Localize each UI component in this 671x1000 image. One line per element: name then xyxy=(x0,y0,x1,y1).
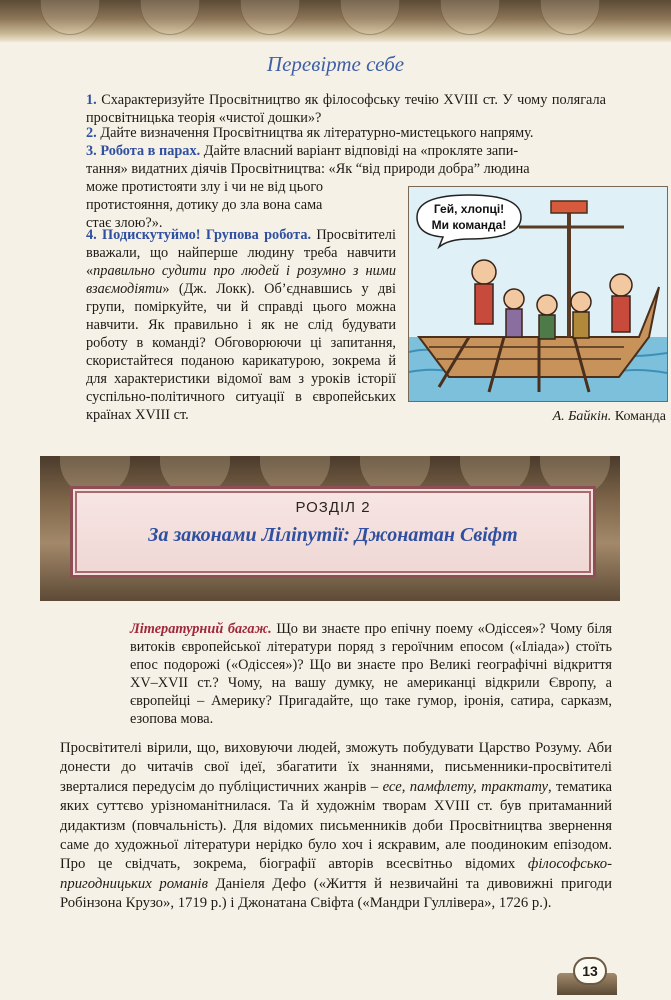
question-text: Дайте власний варіант відповіді на «прокляте запи- xyxy=(203,143,519,159)
question-line: може протистояти злу і чи не від цього xyxy=(86,179,324,195)
question-2 xyxy=(86,124,606,142)
page-number: 13 xyxy=(573,957,607,985)
question-4 xyxy=(86,226,396,424)
cartoon-caption xyxy=(408,409,666,425)
literary-baggage-text: Що ви знаєте про епічну поему «Одіссея»? Чому біля витоків європейської літератури поряд з героїчним епосом («Іліада») стоїть епос подорожі («Одіссея»)? Що ви знаєте про Великі географічні відкриття XV–XVII ст.? Чому, на вашу думку, не американці відкрили Європу, а європейці – Америку? Пригадайте, що таке гумор, іронія, сатира, сарказм, езопова мова. xyxy=(130,621,612,727)
novels-emphasis: філософсько-пригодницьких романів xyxy=(60,856,612,892)
header-arch xyxy=(540,0,600,35)
question-text: Дайте визначення Просвітництва як літературно-мистецького напряму. xyxy=(100,125,534,141)
literary-baggage-block xyxy=(130,620,612,728)
speech-line-1: Гей, хлопці! xyxy=(433,202,505,216)
caption-author: А. Байкін. xyxy=(552,409,612,424)
header-arch xyxy=(340,0,400,35)
speech-line-2: Ми команда! xyxy=(431,218,507,232)
header-decoration xyxy=(0,0,671,42)
question-number: 1. xyxy=(86,92,97,108)
question-text: Просвітителі вважали, що найперше людину треба навчити « xyxy=(86,227,396,279)
genres-emphasis: есе, памфлету, трактату xyxy=(382,778,548,795)
section-title: Перевірте себе xyxy=(266,52,405,76)
question-line: стає злою?». xyxy=(86,215,163,231)
cartoon-illustration xyxy=(408,186,668,402)
chapter-panel xyxy=(70,486,596,578)
question-line: протистояння, дотику до зла вона сама xyxy=(86,197,323,213)
header-arch xyxy=(440,0,500,35)
chapter-banner xyxy=(40,456,620,601)
header-arch xyxy=(240,0,300,35)
main-paragraph xyxy=(60,739,612,914)
caption-title: Команда xyxy=(614,409,666,424)
locke-quote: правильно судити про людей і розумно з ними взаємодіяти xyxy=(86,263,396,297)
chapter-title: За законами Ліліпутії: Джонатан Свіфт xyxy=(148,524,518,546)
question-line xyxy=(86,142,606,160)
question-1 xyxy=(86,91,606,127)
main-text: Даніеля Дефо («Життя й незвичайні та дивовижні пригоди Робінзона Крузо», 1719 р.) і Джонатана Свіфта («Мандри Гуллівера», 1726 р.). xyxy=(60,875,612,912)
question-text: Схарактеризуйте Просвітництво як філософську течію XVIII ст. У чому полягала просвітницька теорія «чистої дошки»? xyxy=(86,92,607,126)
question-number: 3. xyxy=(86,143,97,159)
main-text: Просвітителі вірили, що, виховуючи людей, зможуть побудувати Царство Розуму. Аби донести до читачів свої ідеї, збагатити їх знаннями, письменники-просвітителі зверталися передусім до публіцистичних жанрів – xyxy=(60,740,612,795)
main-text: , тематика яких суттєво урізноманітнилася. Та й художнім творам XVIII ст. був притаманний дидактизм (повчальність). Для відомих письменників доби Просвітництва звернення саме до художньої літератури нерідко було хоч і яскравим, але поодиноким епізодом. Про це свідчать, зокрема, біографії авторів всесвітньо відомих xyxy=(60,778,612,873)
question-lead: Подискутуймо! Групова робота. xyxy=(102,227,312,243)
header-arch xyxy=(140,0,200,35)
header-arch xyxy=(40,0,100,35)
chapter-label: РОЗДІЛ 2 xyxy=(295,499,371,516)
literary-baggage-lead: Літературний багаж. xyxy=(130,621,272,637)
question-lead: Робота в парах. xyxy=(100,143,201,159)
page-number-badge xyxy=(557,955,617,995)
question-number: 4. xyxy=(86,227,97,243)
question-line: тання» видатних діячів Просвітництва: «Як “від природи добра” людина xyxy=(86,161,530,177)
question-text: » (Дж. Локк). Об’єднавшись у дві групи, поміркуйте, чи й справді цього можна навчити. Як правильно і як не слід будувати роботу в команді? Обговорюючи ці запитання, скористайтеся поданою карикатурою, зокрема й для характеристики відомої вам з уроків історії суспільно-політичного ситуації в європейських країнах XVIII ст. xyxy=(86,281,396,423)
question-number: 2. xyxy=(86,125,97,141)
